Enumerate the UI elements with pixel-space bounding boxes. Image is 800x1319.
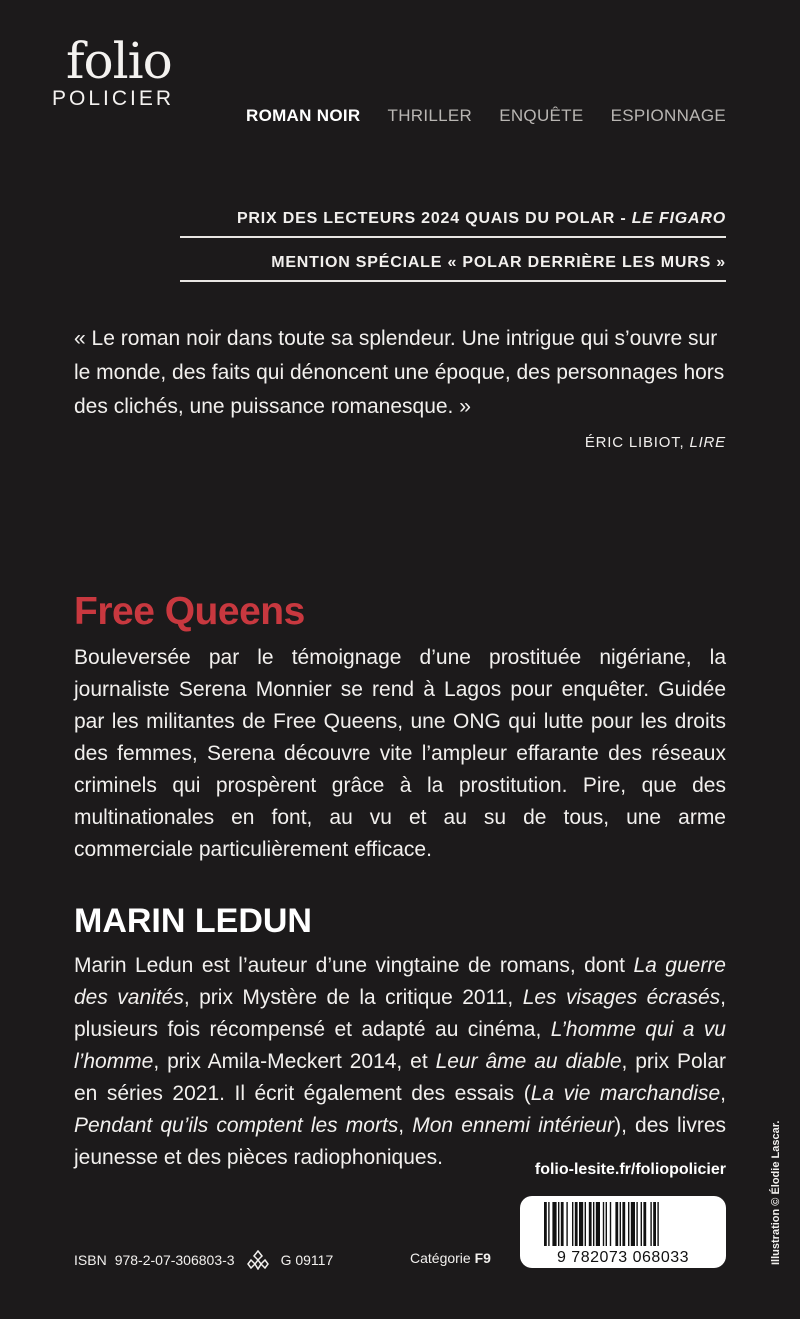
genre-thriller: THRILLER <box>387 106 473 125</box>
bio-work-title: Mon ennemi intérieur <box>412 1114 615 1137</box>
category-label: Catégorie <box>410 1250 475 1266</box>
quote-source: LIRE <box>689 434 726 451</box>
book-summary: Bouleversée par le témoignage d’une prostituée nigériane, la journaliste Serena Monnier se rend à Lagos pour enquêter. Guidée par les militantes de Free Queens, une ONG qui lutte pour les droits des femmes, Serena découvre vite l’ampleur effarante des réseaux criminels qui prospèrent grâce à la prostitution. Pire, que des multinationales en font, au vu et au su de tous, une arme commerciale particulièrement efficace. <box>74 646 726 861</box>
barcode-graphic <box>520 1196 726 1268</box>
awards-block <box>180 204 726 282</box>
bio-text: ), des livres jeunesse et des pièces radiophoniques. <box>74 1114 727 1169</box>
isbn-label: ISBN <box>74 1252 107 1268</box>
bio-work-title: Pendant qu’ils comptent les morts <box>74 1114 399 1137</box>
barcode-bar <box>548 1202 549 1246</box>
bio-text: , prix Mystère de la critique 2011, <box>183 986 523 1009</box>
barcode-bar <box>603 1202 604 1246</box>
press-quote: « Le roman noir dans toute sa splendeur. Une intrigue qui s’ouvre sur le monde, des faits qui dénoncent une époque, des personnages hors des clichés, une puissance romanesque. » <box>74 327 725 418</box>
barcode-bar <box>572 1202 573 1246</box>
genre-roman-noir: ROMAN NOIR <box>246 106 361 125</box>
isbn-line <box>74 1250 333 1270</box>
barcode-bar <box>631 1202 635 1246</box>
product-code: G 09117 <box>280 1252 334 1268</box>
website-url: folio-lesite.fr/foliopolicier <box>534 1161 726 1178</box>
bio-work-title: La guerre des vanités <box>74 954 726 1009</box>
bio-text: , <box>398 1114 413 1137</box>
barcode-bar <box>558 1202 559 1246</box>
award-prix-lecteurs-text: PRIX DES LECTEURS 2024 QUAIS DU POLAR - <box>236 210 632 227</box>
barcode-bar <box>579 1202 583 1246</box>
barcode <box>520 1196 726 1268</box>
barcode-bar <box>544 1202 547 1246</box>
award-prix-lecteurs <box>180 204 726 238</box>
barcode-bar <box>596 1202 600 1246</box>
author-bio <box>74 950 726 1174</box>
barcode-bar <box>566 1202 567 1246</box>
bio-text: , <box>720 1082 726 1105</box>
logo-collection-text: POLICIER <box>52 87 175 110</box>
bio-work-title: Les visages écrasés <box>522 986 721 1009</box>
quote-attribution <box>585 434 726 451</box>
barcode-bar <box>552 1202 556 1246</box>
barcode-bar <box>653 1202 656 1246</box>
category-line <box>410 1250 491 1266</box>
barcode-bar <box>620 1202 621 1246</box>
quote-author: ÉRIC LIBIOT, <box>584 434 690 451</box>
bio-text: , plusieurs fois récompensé et adapté au cinéma, <box>74 986 727 1041</box>
barcode-bar <box>622 1202 625 1246</box>
illustration-credit: Illustration © Élodie Lascar. <box>770 1120 782 1265</box>
barcode-bar <box>589 1202 592 1246</box>
barcode-bar <box>615 1202 618 1246</box>
bio-text: , prix Amila-Meckert 2014, et <box>153 1050 436 1073</box>
bio-work-title: La vie marchandise <box>530 1082 721 1105</box>
award-source: LE FIGARO <box>631 210 726 227</box>
barcode-bar <box>610 1202 611 1246</box>
barcode-bar <box>593 1202 594 1246</box>
barcode-bar <box>628 1202 629 1246</box>
bio-work-title: L’homme qui a vu l’homme <box>74 1018 726 1073</box>
barcode-bar <box>585 1202 586 1246</box>
genre-enquete: ENQUÊTE <box>499 106 584 125</box>
barcode-bar <box>606 1202 607 1246</box>
gallimard-emblem-icon <box>247 1250 269 1270</box>
genre-espionnage: ESPIONNAGE <box>610 106 726 125</box>
barcode-bar <box>561 1202 564 1246</box>
category-value: F9 <box>474 1250 491 1266</box>
folio-policier-logo <box>52 32 202 111</box>
barcode-number: 9 782073 068033 <box>556 1249 690 1266</box>
barcode-bar <box>575 1202 578 1246</box>
barcode-bar <box>657 1202 658 1246</box>
barcode-bar <box>636 1202 637 1246</box>
bio-text: , prix Polar en séries 2021. Il écrit également des essais ( <box>74 1050 726 1105</box>
bio-work-title: Leur âme au diable <box>435 1050 622 1073</box>
isbn-number: 978-2-07-306803-3 <box>114 1252 235 1268</box>
author-name: MARIN LEDUN <box>74 902 312 940</box>
book-title: Free Queens <box>74 590 305 633</box>
barcode-bar <box>643 1202 646 1246</box>
award-mention-speciale: MENTION SPÉCIALE « POLAR DERRIÈRE LES MURS » <box>180 248 726 282</box>
logo-folio-text: folio <box>66 32 172 90</box>
genre-list <box>246 106 726 126</box>
barcode-bar <box>641 1202 642 1246</box>
bio-text: Marin Ledun est l’auteur d’une vingtaine de romans, dont <box>74 954 634 977</box>
barcode-bar <box>650 1202 651 1246</box>
